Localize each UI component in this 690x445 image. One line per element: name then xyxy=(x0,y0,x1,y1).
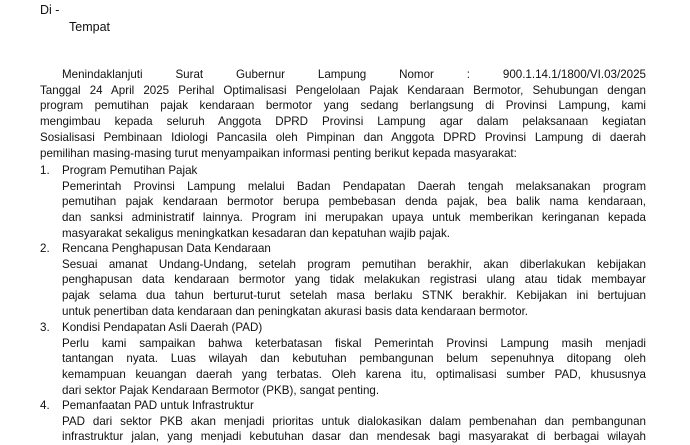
list-item-title: Kondisi Pendapatan Asli Daerah (PAD) xyxy=(62,321,263,334)
body-line: tantangan nyata. Luas wilayah dan kebutuhan pembangunan belum sepenuhnya ditopang oleh xyxy=(62,352,646,366)
list-item-body xyxy=(62,414,646,445)
body-line: pajak selama dua tahun berturut-turut setelah masa berlaku STNK berakhir. Kebijakan ini bertujuan xyxy=(62,289,646,303)
list-item-title: Rencana Penghapusan Data Kendaraan xyxy=(62,242,271,255)
body-line: untuk penertiban data kendaraan dan peningkatan akurasi basis data kendaraan bermotor. xyxy=(62,304,529,318)
list-item-title: Pemanfaatan PAD untuk Infrastruktur xyxy=(62,399,254,412)
body-line: Sesuai amanat Undang-Undang, setelah program pemutihan berakhir, akan diberlakukan kebijakan xyxy=(62,257,646,271)
body-line: Perlu kami sampaikan bahwa keterbatasan fiskal Pemerintah Provinsi Lampung masih menjadi xyxy=(62,336,646,350)
list-item-number: 2. xyxy=(40,242,50,255)
intro-line: Sosialisasi Pembinaan Idiologi Pancasila oleh Pimpinan dan Anggota DPRD Provinsi Lampung di daerah xyxy=(40,130,646,144)
list-item-title: Program Pemutihan Pajak xyxy=(62,164,198,177)
intro-paragraph xyxy=(40,67,646,161)
body-line: PAD dari sektor PKB akan menjadi prioritas untuk dialokasikan dalam pembenahan dan pembangunan xyxy=(62,414,646,428)
list-item-body xyxy=(62,179,646,242)
list-item-number: 3. xyxy=(40,321,50,334)
body-line: infrastruktur jalan, yang menjadi kebutuhan dasar dan mendesak bagi masyarakat di berbagai wilayah xyxy=(62,430,646,444)
list-item-body xyxy=(62,257,646,320)
body-line: masyarakat sekaligus meningkatkan kesadaran dan kepatuhan wajib pajak. xyxy=(62,226,450,240)
intro-line: mengimbau kepada seluruh Anggota DPRD Provinsi Lampung agar dalam pelaksanaan kegiatan xyxy=(40,115,646,129)
body-line: dan sanksi administratif lainnya. Program ini merupakan upaya untuk memberikan keringanan kepada xyxy=(62,211,646,225)
list-item-number: 1. xyxy=(40,164,50,177)
intro-line: Menindaklanjuti Surat Gubernur Lampung Nomor : 900.1.14.1/1800/VI.03/2025 xyxy=(62,68,646,81)
intro-line: pemilihan masing-masing turut menyampaikan informasi penting berikut kepada masyarakat: xyxy=(40,146,517,160)
body-line: penghapusan data kendaraan bermotor yang tidak melakukan registrasi ulang atau tidak membayar xyxy=(62,273,646,287)
body-line: Pemerintah Provinsi Lampung melalui Badan Pendapatan Daerah tengah melaksanakan program xyxy=(62,179,646,193)
list-item-body xyxy=(62,336,646,399)
intro-line: Tanggal 24 April 2025 Perihal Optimalisasi Pengelolaan Pajak Kendaraan Bermotor, Sehubungan dengan xyxy=(40,83,646,97)
list-item-number: 4. xyxy=(40,399,50,412)
recipient-location-prefix: Di - xyxy=(40,3,60,17)
body-line: pemutihan pajak kendaraan bermotor berupa pembebasan denda pajak, bea balik nama kendaraan, xyxy=(62,195,646,209)
intro-line: program pemutihan pajak kendaraan bermotor yang sedang berlangsung di Provinsi Lampung, kami xyxy=(40,99,646,113)
body-line: kemampuan keuangan daerah yang terbatas. Oleh karena itu, optimalisasi sumber PAD, khususnya xyxy=(62,368,646,382)
recipient-location: Tempat xyxy=(69,20,110,34)
body-line: dari sektor Pajak Kendaraan Bermotor (PKB), sangat penting. xyxy=(62,383,380,397)
